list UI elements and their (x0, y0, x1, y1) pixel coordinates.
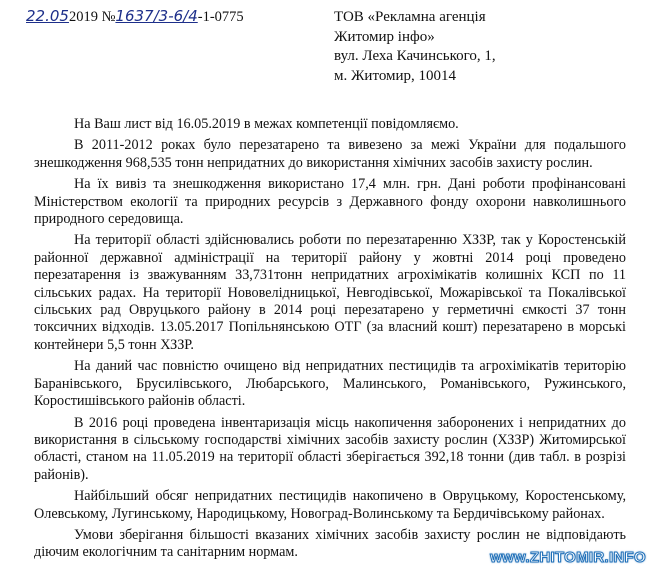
paragraph-2011-2012: В 2011-2012 роках було перезатарено та вивезено за межі України для подальшого знешкодження 968,535 тонн непридатних до використання хімічних засобів захисту рослин. (34, 137, 626, 171)
outgoing-number-line (26, 8, 244, 26)
registration-number-suffix: -1-0775 (197, 9, 244, 25)
letter-body (34, 116, 626, 566)
addressee-company-name: Житомир інфо» (334, 28, 435, 45)
handwritten-date: 22.05 (26, 7, 69, 25)
date-year: 2019 № (68, 9, 116, 25)
site-watermark: www.ZHITOMIR.INFO (490, 549, 646, 566)
handwritten-registration-number: 1637/3-6/4 (115, 7, 198, 25)
paragraph-repackaging: На території області здійснювались роботи по перезатаренню ХЗЗР, так у Коростенській районної державної адміністрації на території району у жовтні 2014 році проведено перезатарення із зважуванням 33,731тонн непридатних агрохімікатів колишніх КСП по 11 сільських радах. На території Нововелідницької, Невгодівської, Можарівської та Покалівської сільських рад Овруцького району в 2014 році перезатарено у герметичні ємкості 37 тонн токсичних відходів. 13.05.2017 Попільнянською ОТГ (за власний кошт) перезатарено в морські контейнери 5,5 тонн ХЗЗР. (34, 232, 626, 353)
addressee-city: м. Житомир, 10014 (334, 67, 457, 84)
paragraph-storage-conditions: Умови зберігання більшості вказаних хімічних засобів захисту рослин не відповідають діючим екологічним та санітарним нормам. (34, 526, 626, 561)
paragraph-intro: На Ваш лист від 16.05.2019 в межах компетенції повідомляємо. (74, 116, 459, 132)
paragraph-cleaned-districts: На даний час повністю очищено від непридатних пестицидів та агрохімікатів територію Баранівського, Брусилівського, Любарського, Малинського, Романівського, Ружинського, Коростишівського районів області. (34, 358, 626, 410)
paragraph-inventory-2016: В 2016 році проведена інвентаризація місць накопичення заборонених і непридатних до використання в сільському господарстві хімічних засобів захисту рослин (ХЗЗР) Житомирської області, станом на 11.05.2019 на території області зберігається 392,18 тонни (див табл. в розрізі районів). (34, 414, 626, 483)
addressee-street: вул. Леха Качинського, 1, (334, 48, 496, 64)
paragraph-largest-volume: Найбільший обсяг непридатних пестицидів накопичено в Овруцькому, Коростенському, Олевському, Лугинському, Народицькому, Новоград-Волинському та Бердичівському районах. (34, 488, 626, 522)
addressee-company: ТОВ «Рекламна агенція (334, 9, 486, 25)
addressee-block (334, 8, 496, 86)
paragraph-funding: На їх вивіз та знешкодження використано 17,4 млн. грн. Дані роботи профінансовані Міністерством екології та природних ресурсів з Державного фонду охорони навколишнього природного середовища. (34, 176, 626, 228)
